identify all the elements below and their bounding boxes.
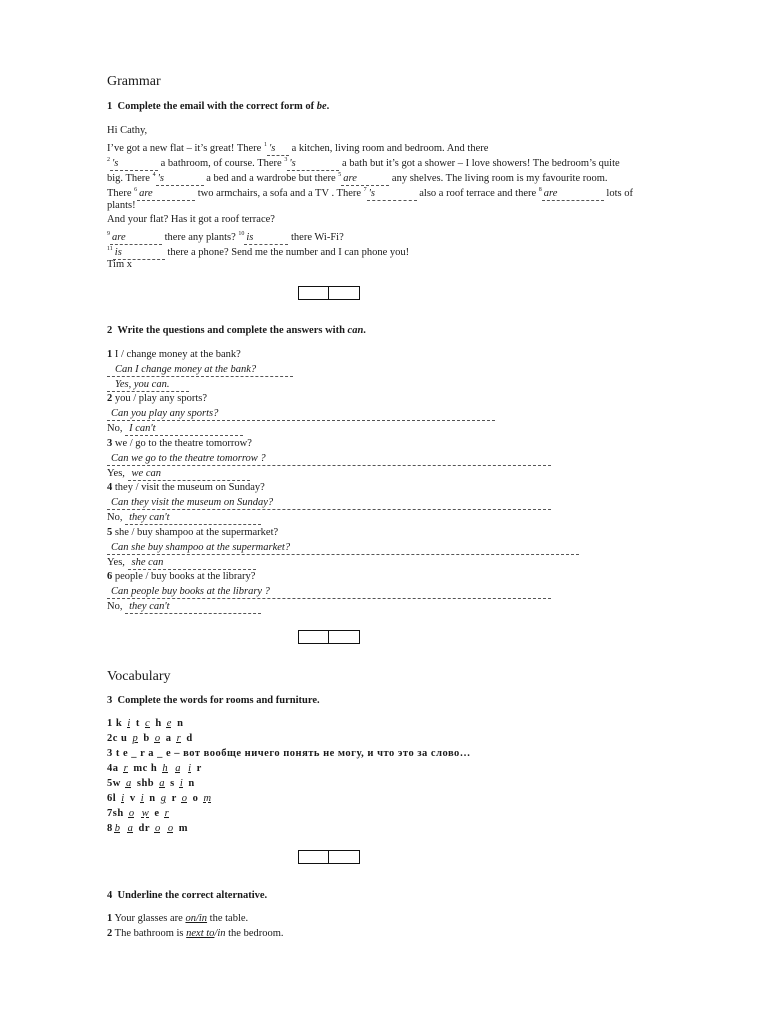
email-signoff: Tim x [107,259,133,270]
score-box-2[interactable] [298,630,360,644]
word-7: 7sh o w e r [107,808,170,819]
q6-question [107,584,551,599]
task4-item-2: 2 The bathroom is next to/in the bedroom. [107,928,284,939]
answer-1[interactable]: 's [267,143,289,156]
q3-answer: Yes, we can [107,466,250,481]
q2-answer: No, I can't [107,421,243,436]
task4-item-1-options[interactable]: on/in [185,913,208,924]
answer-8[interactable]: are [542,188,604,201]
q3-short-answer[interactable]: we can [128,468,250,481]
email-line-5: plants! [107,200,136,211]
q2-question-answer[interactable]: Can you play any sports? [107,408,495,421]
word-5: 5w a shb a s i n [107,778,195,789]
score-box-3[interactable] [298,850,360,864]
q3-question [107,451,551,466]
word-3: 3 t e _ r a _ e – вот вообще ничего понять не могу, и что это за слово… [107,748,471,759]
task4-item-2-option-a[interactable]: next to [186,928,215,939]
q5-prompt: 5 she / buy shampoo at the supermarket? [107,527,279,538]
word-1: 1 k i t c h e n [107,718,184,729]
task3-title: 3 Complete the words for rooms and furniture. [107,695,320,706]
word-8: 8 b a dr o o m [107,823,188,834]
task4-title: 4 Underline the correct alternative. [107,890,268,901]
score-box-1[interactable] [298,286,360,300]
grammar-heading: Grammar [107,74,161,89]
answer-5[interactable]: are [341,173,389,186]
q3-question-answer[interactable]: Can we go to the theatre tomorrow ? [107,453,551,466]
answer-11[interactable]: is [113,247,165,260]
q2-short-answer[interactable]: I can't [125,423,243,436]
q1-question [107,362,293,377]
email-greeting: Hi Cathy, [107,125,148,136]
q1-prompt: 1 I / change money at the bank? [107,349,241,360]
q5-short-answer[interactable]: she can [128,557,256,570]
vocabulary-heading: Vocabulary [107,669,171,684]
q6-short-answer[interactable]: they can't [125,601,261,614]
answer-4[interactable]: 's [156,173,204,186]
q1-question-answer[interactable]: Can I change money at the bank? [107,364,293,377]
q4-question [107,495,551,510]
word-6: 6l i v i n g r o o m [107,793,212,804]
email-line-3: big. There $^4$ 's a bed and a wardrobe but there $^5$ are any shelves. The living room is my favourite room. [107,172,608,184]
word-4: 4a r mc h h a i r [107,763,202,774]
email-line-7: $^9$ are there any plants? $^{10}$ is there Wi-Fi? [107,231,344,243]
answer-9[interactable]: are [110,232,162,245]
task1-title: 1 Complete the email with the correct form of be. [107,101,330,112]
email-line-2: $^2$ 's a bathroom, of course. There $^3$ 's a bath but it’s got a shower – I love showers! The bedroom’s quite [107,157,620,169]
email-line-6: And your flat? Has it got a roof terrace? [107,214,275,225]
word-2: 2c u p b o a r d [107,733,193,744]
q4-short-answer[interactable]: they can't [125,512,261,525]
q4-question-answer[interactable]: Can they visit the museum on Sunday? [107,497,551,510]
answer-6[interactable]: are [137,188,195,201]
answer-2[interactable]: 's [110,158,158,171]
q4-answer: No, they can't [107,510,261,525]
q2-question [107,406,495,421]
q4-prompt: 4 they / visit the museum on Sunday? [107,482,265,493]
email-line-4: There $^6$ are two armchairs, a sofa and a TV . There $^7$ 's also a roof terrace and there $^8$ are lots of [107,187,633,199]
answer-7[interactable]: 's [367,188,417,201]
q6-answer: No, they can't [107,599,261,614]
email-line-8: $^{11}$ is there a phone? Send me the number and I can phone you! [107,246,410,258]
answer-3[interactable]: 's [287,158,339,171]
task4-item-1: 1 Your glasses are on/in the table. [107,913,249,924]
task4-item-2-option-b[interactable]: /in [214,928,226,939]
q1-short-answer[interactable]: Yes, you can. [107,379,189,392]
q1-answer [107,377,189,392]
q3-prompt: 3 we / go to the theatre tomorrow? [107,438,252,449]
q6-prompt: 6 people / buy books at the library? [107,571,256,582]
q5-question-answer[interactable]: Can she buy shampoo at the supermarket? [107,542,579,555]
q5-question [107,540,579,555]
answer-10[interactable]: is [244,232,288,245]
q2-prompt: 2 you / play any sports? [107,393,208,404]
email-line-1: I’ve got a new flat – it’s great! There $^1$ 's a kitchen, living room and bedroom. And there [107,142,489,154]
q6-question-answer[interactable]: Can people buy books at the library ? [107,586,551,599]
q5-answer: Yes, she can [107,555,256,570]
task2-title: 2 Write the questions and complete the answers with can. [107,325,366,336]
